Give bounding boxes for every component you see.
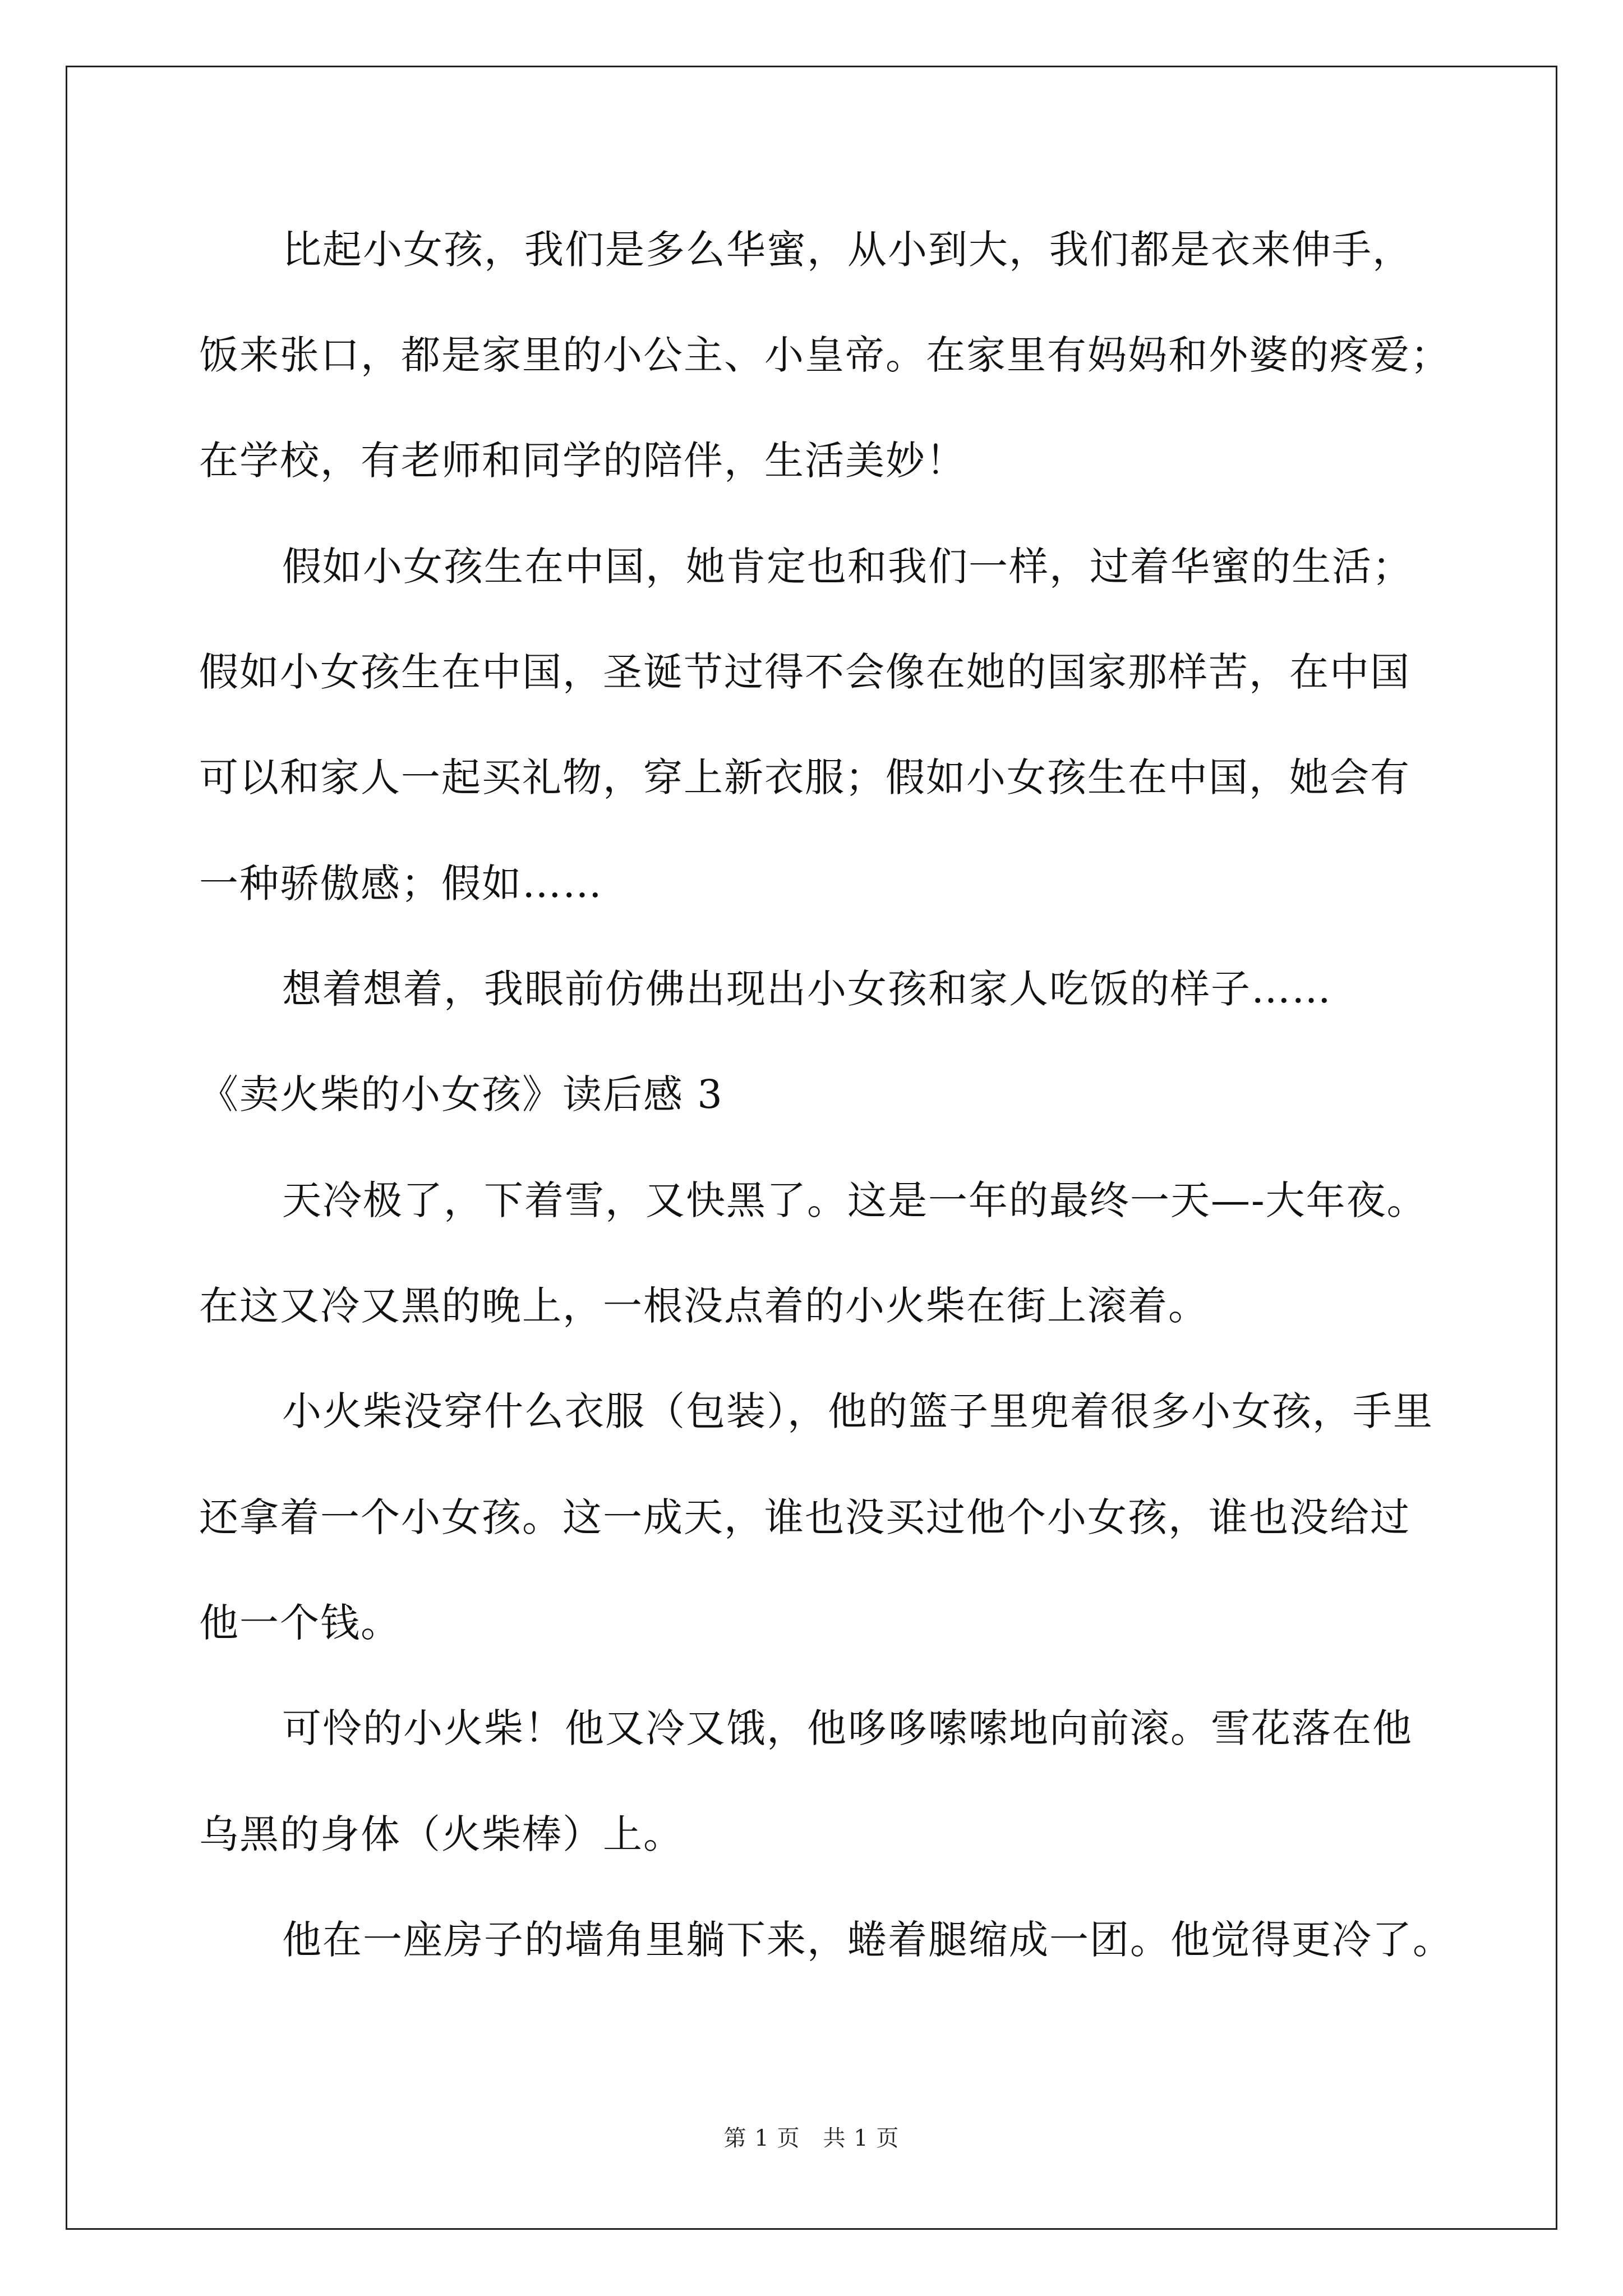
page-footer: 第 1 页 共 1 页 (723, 2125, 900, 2151)
paragraph-line: 可怜的小火柴！他又冷又饿，他哆哆嗦嗦地向前滚。雪花落在他 (282, 1705, 1413, 1751)
paragraph-line: 他一个钱。 (199, 1600, 401, 1646)
paragraph-line: 一种骄傲感；假如…… (199, 861, 603, 907)
paragraph-line: 乌黑的身体（火柴棒）上。 (199, 1811, 684, 1857)
paragraph-line: 天冷极了，下着雪，又快黑了。这是一年的最终一天—-大年夜。 (282, 1177, 1427, 1223)
paragraph-line: 小火柴没穿什么衣服（包装），他的篮子里兜着很多小女孩，手里 (282, 1388, 1433, 1434)
paragraph-line: 在学校，有老师和同学的陪伴，生活美妙！ (199, 438, 966, 484)
paragraph-line: 假如小女孩生在中国，她肯定也和我们一样，过着华蜜的生活； (282, 544, 1413, 590)
paragraph-line: 可以和家人一起买礼物，穿上新衣服；假如小女孩生在中国，她会有 (199, 754, 1410, 800)
paragraph-line: 假如小女孩生在中国，圣诞节过得不会像在她的国家那样苦，在中国 (199, 649, 1410, 695)
paragraph-line: 饭来张口，都是家里的小公主、小皇帝。在家里有妈妈和外婆的疼爱； (199, 332, 1451, 378)
paragraph-line: 想着想着，我眼前仿佛出现出小女孩和家人吃饭的样子…… (282, 966, 1332, 1012)
paragraph-line: 在这又冷又黑的晚上，一根没点着的小火柴在街上滚着。 (199, 1283, 1209, 1329)
paragraph-line: 还拿着一个小女孩。这一成天，谁也没买过他个小女孩，谁也没给过 (199, 1494, 1410, 1540)
section-heading: 《卖火柴的小女孩》读后感 3 (199, 1071, 723, 1117)
paragraph-line: 比起小女孩，我们是多么华蜜，从小到大，我们都是衣来伸手， (282, 227, 1413, 273)
paragraph-line: 他在一座房子的墙角里躺下来，蜷着腿缩成一团。他觉得更冷了。 (282, 1917, 1453, 1963)
